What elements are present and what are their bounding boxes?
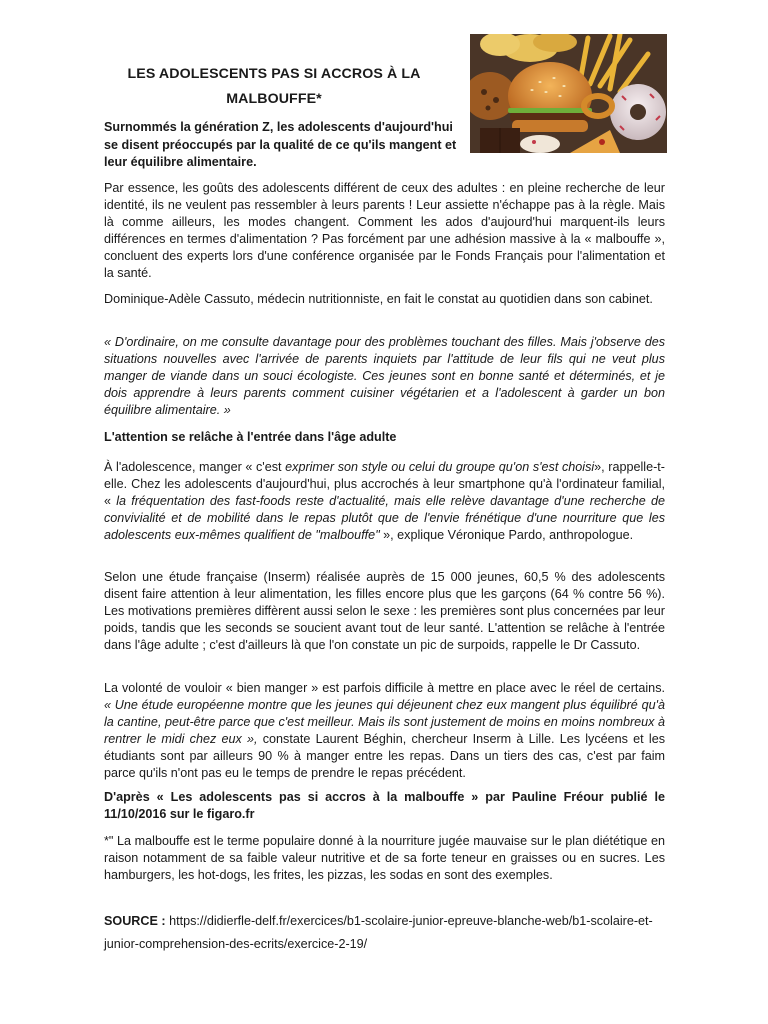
text-run: », explique Véronique Pardo, anthropologue. — [379, 528, 634, 542]
text-run-italic: exprimer son style ou celui du groupe qu'on s'est choisi — [285, 460, 595, 474]
quote-text: « D'ordinaire, on me consulte davantage pour des problèmes touchant des filles. Mais j'observe des situations nouvelles avec l'arrivée de parents inquiets par l'attitude de leur fils qui ne veut plus manger de viande dans un souci écologiste. Ces jeunes sont en bonne santé et déterminés, et je dois apprendre à leurs parents comment cuisiner végétarien et a l'adolescent à garder un bon équilibre alimentaire. » — [104, 335, 665, 417]
paragraph-text: Dominique-Adèle Cassuto, médecin nutritionniste, en fait le constat au quotidien dans son cabinet. — [104, 292, 653, 306]
junk-food-illustration — [470, 34, 667, 153]
article-credit: D'après « Les adolescents pas si accros à la malbouffe » par Pauline Fréour publié le 11/10/2016 sur le figaro.fr — [104, 790, 665, 821]
source-url[interactable]: https://didierfle-delf.fr/exercices/b1-scolaire-junior-epreuve-blanche-web/b1-scolaire-et-junior-comprehension-des-ecrits/exercice-2-19/ — [104, 914, 653, 951]
text-run-italic: la fréquentation des fast-foods reste d'actualité, mais elle relève davantage d'une recherche de convivialité et de mobilité dans le repas plutôt que de l'envie frénétique d'une nourriture que les adolescents eux-mêmes qualifient de "malbouffe" — [104, 494, 665, 542]
text-run: À l'adolescence, manger « c'est — [104, 460, 286, 474]
text-run: constate Laurent Béghin, chercheur Inserm à Lille. Les lycéens et les étudiants sont par ailleurs 90 % à manger entre les repas. Dans un tiers des cas, c'est par faim parce qu'ils n'ont pas eu le temps de prendre le repas précédent. — [104, 732, 666, 780]
source-label: SOURCE : — [104, 914, 166, 928]
paragraph-cassuto — [104, 291, 665, 308]
paragraph-text: Selon une étude française (Inserm) réalisée auprès de 15 000 jeunes, 60,5 % des adolescents disent faire attention à leur alimentation, les filles encore plus que les garçons (64 % contre 56 %). Les motivations premières diffèrent aussi selon le sexe : les premières sont plus concernées par leur poids, tandis que les seconds se soucient avant tout de leur santé. L'attention se relâche à l'entrée dans l'âge adulte ; c'est d'ailleurs là que l'on constate un pic de surpoids, rappelle le Dr Cassuto. — [104, 570, 665, 652]
text-run: », rappelle-t-elle. Chez les adolescents d'aujourd'hui, plus accrochés à leur smartphone qu'à l'ordinateur familial, « — [104, 460, 665, 508]
paragraph-text: Par essence, les goûts des adolescents différent de ceux des adultes : en pleine recherche de leur identité, ils ne veulent pas ressembler à leurs parents ! Leur assiette n'échappe pas à la règle. Mais là comme ailleurs, les modes changent. Comment les ados d'aujourd'hui marquent-ils leurs différences en termes d'alimentation ? Pas forcément par une adhésion massive à la « malbouffe », concluent des experts lors d'une conférence organisée par le Fonds Français pour l'alimentation et la santé. — [104, 181, 665, 280]
source-line — [104, 910, 665, 956]
article-lead: Surnommés la génération Z, les adolescents d'aujourd'hui se disent préoccupés par la qualité de ce qu'ils mangent et leur équilibre alimentaire. — [104, 120, 457, 169]
paragraph-inserm — [104, 569, 665, 654]
paragraph-bien-manger — [104, 680, 665, 782]
junk-food-photo — [470, 34, 667, 153]
text-run-italic: « Une étude européenne montre que les jeunes qui déjeunent chez eux mangent plus équilibré qu'à la cantine, peut-être parce que c'est meilleur. Mais ils sont justement de moins en moins nombreux à rentrer le midi chez eux », — [104, 698, 665, 746]
quote-cassuto — [104, 334, 665, 419]
paragraph-adolescence — [104, 459, 665, 544]
footnote: *" La malbouffe est le terme populaire donné à la nourriture jugée mauvaise sur le plan diététique en raison notamment de sa faible valeur nutritive et de sa forte teneur en graisses ou en sucres. Les hamburgers, les hot-dogs, les frites, les pizzas, les sodas en sont des exemples. — [104, 834, 665, 882]
article-title: LES ADOLESCENTS PAS SI ACCROS À LA MALBOUFFE* — [127, 66, 421, 107]
section-heading: L'attention se relâche à l'entrée dans l'âge adulte — [104, 430, 397, 444]
paragraph-intro — [104, 180, 665, 282]
text-run: La volonté de vouloir « bien manger » est parfois difficile à mettre en place avec le réel de certains. — [104, 681, 665, 695]
